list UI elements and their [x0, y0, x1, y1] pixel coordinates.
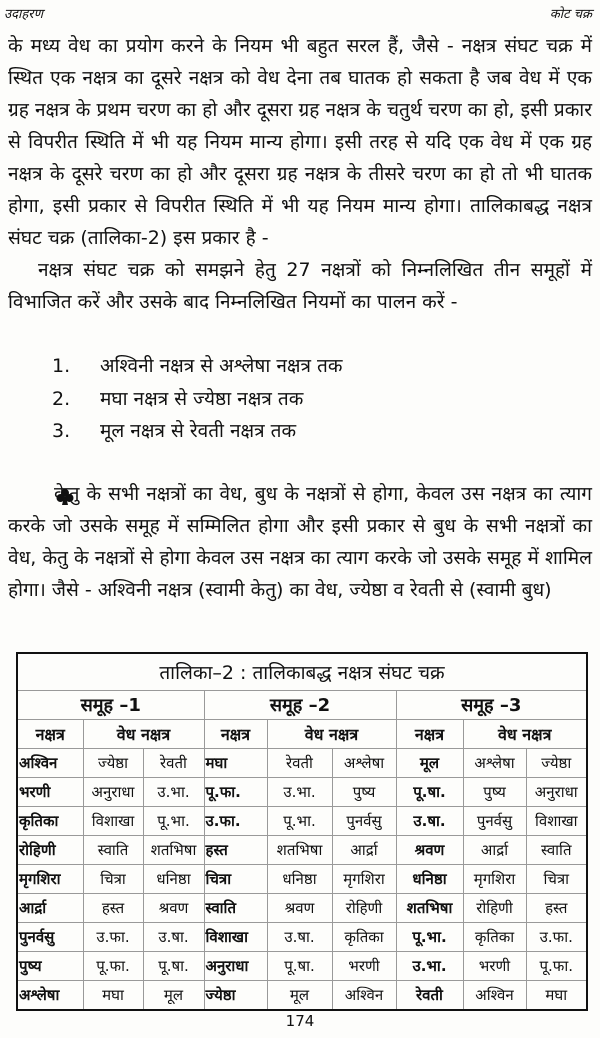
vedh-cell: अनुराधा — [526, 778, 587, 807]
nakshatra-cell: पू.फा. — [204, 778, 267, 807]
list-item — [52, 383, 342, 416]
vedh-cell: स्वाति — [83, 836, 143, 865]
column-header: नक्षत्र — [396, 720, 463, 749]
nakshatra-cell: आर्द्रा — [17, 894, 83, 923]
vedh-cell: उ.षा. — [143, 923, 204, 952]
table-row — [17, 749, 587, 778]
vedh-cell: रोहिणी — [463, 894, 526, 923]
vedh-cell: धनिष्ठा — [267, 865, 332, 894]
vedh-cell: पू.फा. — [526, 952, 587, 981]
nakshatra-cell: पू.भा. — [396, 923, 463, 952]
vedh-cell: रेवती — [143, 749, 204, 778]
vedh-cell: धनिष्ठा — [143, 865, 204, 894]
table-row — [17, 952, 587, 981]
nakshatra-sanghat-table — [16, 652, 588, 1011]
nakshatra-cell: धनिष्ठा — [396, 865, 463, 894]
running-header-left: उदाहरण — [4, 7, 44, 22]
nakshatra-cell: अनुराधा — [204, 952, 267, 981]
vedh-cell: चित्रा — [83, 865, 143, 894]
nakshatra-cell: उ.षा. — [396, 807, 463, 836]
vedh-cell: कृतिका — [332, 923, 396, 952]
group-header: समूह –1 — [17, 691, 204, 720]
table-row — [17, 865, 587, 894]
group-header: समूह –3 — [396, 691, 587, 720]
nakshatra-cell: अश्विन — [17, 749, 83, 778]
list-item — [52, 415, 342, 448]
table-row — [17, 894, 587, 923]
nakshatra-cell: हस्त — [204, 836, 267, 865]
vedh-cell: आर्द्रा — [463, 836, 526, 865]
vedh-cell: आर्द्रा — [332, 836, 396, 865]
vedh-cell: ज्येष्ठा — [526, 749, 587, 778]
group-header: समूह –2 — [204, 691, 396, 720]
vedh-cell: रोहिणी — [332, 894, 396, 923]
vedh-cell: रेवती — [267, 749, 332, 778]
nakshatra-cell: विशाखा — [204, 923, 267, 952]
vedh-cell: पू.फा. — [83, 952, 143, 981]
vedh-cell: शतभिषा — [143, 836, 204, 865]
page-number: 174 — [285, 1012, 315, 1030]
nakshatra-cell: पू.षा. — [396, 778, 463, 807]
nakshatra-cell: पुनर्वसु — [17, 923, 83, 952]
vedh-cell: उ.फा. — [83, 923, 143, 952]
vedh-cell: पुष्य — [463, 778, 526, 807]
nakshatra-cell: मघा — [204, 749, 267, 778]
vedh-cell: विशाखा — [526, 807, 587, 836]
nakshatra-cell: मृगशिरा — [17, 865, 83, 894]
vedh-cell: मृगशिरा — [332, 865, 396, 894]
vedh-cell: भरणी — [332, 952, 396, 981]
vedh-cell: पू.षा. — [143, 952, 204, 981]
table-row — [17, 981, 587, 1011]
nakshatra-cell: चित्रा — [204, 865, 267, 894]
nakshatra-cell: रेवती — [396, 981, 463, 1011]
paragraph-2: नक्षत्र संघट चक्र को समझने हेतु 27 नक्षत्रों को निम्नलिखित तीन समूहों में विभाजित करें और उसके बाद निम्नलिखित नियमों का पालन करें - — [8, 259, 592, 313]
vedh-cell: स्वाति — [526, 836, 587, 865]
column-header: नक्षत्र — [17, 720, 83, 749]
vedh-cell: अश्विन — [463, 981, 526, 1011]
table-title: तालिका–2 : तालिकाबद्ध नक्षत्र संघट चक्र — [17, 653, 587, 691]
nakshatra-cell: शतभिषा — [396, 894, 463, 923]
nakshatra-cell: अश्लेषा — [17, 981, 83, 1011]
running-header-right: कोट चक्र — [549, 7, 592, 22]
nakshatra-cell: उ.भा. — [396, 952, 463, 981]
nakshatra-cell: ज्येष्ठा — [204, 981, 267, 1011]
vedh-cell: हस्त — [83, 894, 143, 923]
vedh-cell: अश्लेषा — [463, 749, 526, 778]
vedh-cell: शतभिषा — [267, 836, 332, 865]
vedh-cell: अश्विन — [332, 981, 396, 1011]
vedh-cell: ज्येष्ठा — [83, 749, 143, 778]
vedh-cell: भरणी — [463, 952, 526, 981]
vedh-cell: चित्रा — [526, 865, 587, 894]
vedh-cell: कृतिका — [463, 923, 526, 952]
vedh-cell: मघा — [83, 981, 143, 1011]
vedh-cell: विशाखा — [83, 807, 143, 836]
nakshatra-cell: श्रवण — [396, 836, 463, 865]
nakshatra-cell: उ.फा. — [204, 807, 267, 836]
group-list — [52, 350, 342, 448]
table-row — [17, 923, 587, 952]
vedh-cell: श्रवण — [143, 894, 204, 923]
column-header: वेध नक्षत्र — [463, 720, 587, 749]
vedh-cell: उ.फा. — [526, 923, 587, 952]
nakshatra-cell: रोहिणी — [17, 836, 83, 865]
vedh-cell: मूल — [267, 981, 332, 1011]
vedh-cell: पुष्य — [332, 778, 396, 807]
list-text: मूल नक्षत्र से रेवती नक्षत्र तक — [100, 420, 297, 442]
vedh-cell: श्रवण — [267, 894, 332, 923]
list-number: 1. — [52, 355, 71, 377]
column-header: वेध नक्षत्र — [267, 720, 396, 749]
nakshatra-cell: कृतिका — [17, 807, 83, 836]
vedh-cell: पुनर्वसु — [463, 807, 526, 836]
nakshatra-cell: पुष्य — [17, 952, 83, 981]
vedh-cell: अनुराधा — [83, 778, 143, 807]
nakshatra-cell: मूल — [396, 749, 463, 778]
table-row — [17, 836, 587, 865]
list-text: अश्विनी नक्षत्र से अश्लेषा नक्षत्र तक — [100, 355, 343, 377]
column-header: नक्षत्र — [204, 720, 267, 749]
vedh-cell: मघा — [526, 981, 587, 1011]
list-number: 2. — [52, 387, 71, 410]
vedh-cell: उ.षा. — [267, 923, 332, 952]
vedh-cell: पू.षा. — [267, 952, 332, 981]
list-item — [52, 350, 342, 383]
table-row — [17, 778, 587, 807]
nakshatra-cell: स्वाति — [204, 894, 267, 923]
vedh-cell: पू.भा. — [143, 807, 204, 836]
vedh-cell: उ.भा. — [267, 778, 332, 807]
table-row — [17, 807, 587, 836]
vedh-cell: मूल — [143, 981, 204, 1011]
list-number: 3. — [52, 420, 71, 442]
vedh-cell: पुनर्वसु — [332, 807, 396, 836]
list-text: मघा नक्षत्र से ज्येष्ठा नक्षत्र तक — [100, 387, 304, 410]
vedh-cell: अश्लेषा — [332, 749, 396, 778]
nakshatra-cell: भरणी — [17, 778, 83, 807]
paragraph-1: के मध्य वेध का प्रयोग करने के नियम भी बहुत सरल हैं, जैसे - नक्षत्र संघट चक्र में स्थित एक नक्षत्र का दूसरे नक्षत्र को वेध देना तब घातक हो सकता है जब वेध में एक ग्रह नक्षत्र के प्रथम चरण का हो और दूसरा ग्रह नक्षत्र के चतुर्थ चरण का हो, इसी प्रकार से विपरीत स्थिति में भी यह नियम मान्य होगा। इसी तरह से यदि एक वेध में एक ग्रह नक्षत्र के दूसरे चरण का हो और दूसरा ग्रह नक्षत्र के तीसरे चरण का हो तो भी घातक होगा, इसी प्रकार से विपरीत स्थिति में भी यह नियम मान्य होगा। तालिकाबद्ध नक्षत्र संघट चक्र (तालिका-2) इस प्रकार है - — [8, 35, 592, 249]
vedh-cell: पू.भा. — [267, 807, 332, 836]
column-header: वेध नक्षत्र — [83, 720, 204, 749]
vedh-cell: मृगशिरा — [463, 865, 526, 894]
vedh-cell: हस्त — [526, 894, 587, 923]
vedh-cell: उ.भा. — [143, 778, 204, 807]
paragraph-3: केतु के सभी नक्षत्रों का वेध, बुध के नक्षत्रों से होगा, केवल उस नक्षत्र का त्याग करके जो उसके समूह में सम्मिलित होगा और इसी प्रकार से बुध के सभी नक्षत्रों का वेध, केतु के नक्षत्रों से होगा केवल उस नक्षत्र का त्याग करके जो उसके समूह में शामिल होगा। जैसे - अश्विनी नक्षत्र (स्वामी केतु) का वेध, ज्येष्ठा व रेवती से (स्वामी बुध) — [8, 483, 592, 601]
